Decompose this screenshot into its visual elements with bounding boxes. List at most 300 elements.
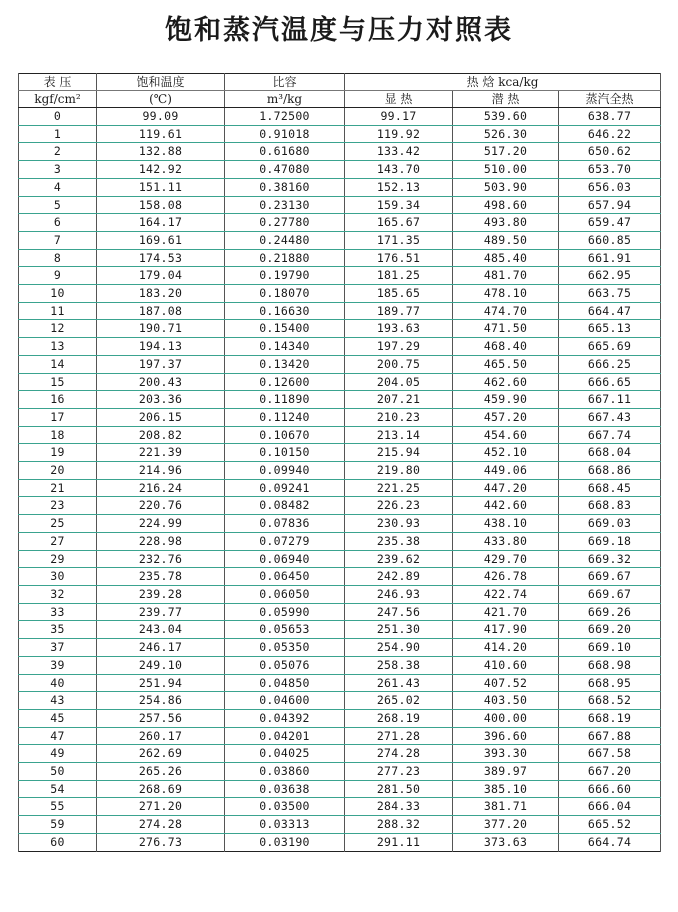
specific-volume-cell: 0.03190 [225, 833, 345, 851]
total-heat-cell: 669.18 [559, 532, 661, 550]
table-row [19, 338, 661, 356]
temperature-cell: 132.88 [97, 143, 225, 161]
header-specific-volume: 比容 [225, 74, 345, 91]
pressure-cell: 8 [19, 249, 97, 267]
table-row [19, 161, 661, 179]
header-latent-heat: 潜 热 [453, 91, 559, 108]
latent-heat-cell: 417.90 [453, 621, 559, 639]
header-sensible-heat: 显 热 [345, 91, 453, 108]
specific-volume-cell: 0.03500 [225, 798, 345, 816]
temperature-cell: 276.73 [97, 833, 225, 851]
specific-volume-cell: 0.03313 [225, 816, 345, 834]
total-heat-cell: 669.67 [559, 568, 661, 586]
total-heat-cell: 669.26 [559, 603, 661, 621]
latent-heat-cell: 510.00 [453, 161, 559, 179]
latent-heat-cell: 403.50 [453, 692, 559, 710]
sensible-heat-cell: 171.35 [345, 231, 453, 249]
table-row [19, 585, 661, 603]
table-row [19, 231, 661, 249]
table-row [19, 763, 661, 781]
temperature-cell: 220.76 [97, 497, 225, 515]
pressure-cell: 1 [19, 125, 97, 143]
header-pressure-unit: kgf/cm² [19, 91, 97, 108]
specific-volume-cell: 0.04850 [225, 674, 345, 692]
temperature-cell: 251.94 [97, 674, 225, 692]
specific-volume-cell: 0.10670 [225, 426, 345, 444]
specific-volume-cell: 0.27780 [225, 214, 345, 232]
latent-heat-cell: 393.30 [453, 745, 559, 763]
table-row [19, 408, 661, 426]
latent-heat-cell: 474.70 [453, 302, 559, 320]
latent-heat-cell: 422.74 [453, 585, 559, 603]
pressure-cell: 59 [19, 816, 97, 834]
pressure-cell: 40 [19, 674, 97, 692]
temperature-cell: 158.08 [97, 196, 225, 214]
total-heat-cell: 663.75 [559, 285, 661, 303]
latent-heat-cell: 471.50 [453, 320, 559, 338]
table-row [19, 373, 661, 391]
total-heat-cell: 650.62 [559, 143, 661, 161]
pressure-cell: 47 [19, 727, 97, 745]
pressure-cell: 35 [19, 621, 97, 639]
pressure-cell: 16 [19, 391, 97, 409]
latent-heat-cell: 485.40 [453, 249, 559, 267]
pressure-cell: 45 [19, 709, 97, 727]
specific-volume-cell: 0.04600 [225, 692, 345, 710]
latent-heat-cell: 457.20 [453, 408, 559, 426]
specific-volume-cell: 0.03860 [225, 763, 345, 781]
pressure-cell: 2 [19, 143, 97, 161]
sensible-heat-cell: 284.33 [345, 798, 453, 816]
pressure-cell: 7 [19, 231, 97, 249]
sensible-heat-cell: 247.56 [345, 603, 453, 621]
total-heat-cell: 661.91 [559, 249, 661, 267]
pressure-cell: 15 [19, 373, 97, 391]
sensible-heat-cell: 271.28 [345, 727, 453, 745]
specific-volume-cell: 0.04201 [225, 727, 345, 745]
temperature-cell: 268.69 [97, 780, 225, 798]
sensible-heat-cell: 219.80 [345, 462, 453, 480]
table-row [19, 833, 661, 851]
sensible-heat-cell: 281.50 [345, 780, 453, 798]
temperature-cell: 194.13 [97, 338, 225, 356]
latent-heat-cell: 442.60 [453, 497, 559, 515]
total-heat-cell: 657.94 [559, 196, 661, 214]
specific-volume-cell: 0.05350 [225, 639, 345, 657]
temperature-cell: 260.17 [97, 727, 225, 745]
pressure-cell: 14 [19, 355, 97, 373]
table-row [19, 621, 661, 639]
temperature-cell: 249.10 [97, 656, 225, 674]
pressure-cell: 20 [19, 462, 97, 480]
temperature-cell: 257.56 [97, 709, 225, 727]
total-heat-cell: 669.67 [559, 585, 661, 603]
pressure-cell: 4 [19, 178, 97, 196]
latent-heat-cell: 465.50 [453, 355, 559, 373]
total-heat-cell: 665.13 [559, 320, 661, 338]
pressure-cell: 12 [19, 320, 97, 338]
specific-volume-cell: 0.11240 [225, 408, 345, 426]
table-row [19, 355, 661, 373]
sensible-heat-cell: 246.93 [345, 585, 453, 603]
sensible-heat-cell: 277.23 [345, 763, 453, 781]
total-heat-cell: 666.25 [559, 355, 661, 373]
table-row [19, 550, 661, 568]
sensible-heat-cell: 197.29 [345, 338, 453, 356]
temperature-cell: 239.77 [97, 603, 225, 621]
specific-volume-cell: 0.12600 [225, 373, 345, 391]
latent-heat-cell: 539.60 [453, 108, 559, 126]
latent-heat-cell: 452.10 [453, 444, 559, 462]
total-heat-cell: 668.04 [559, 444, 661, 462]
sensible-heat-cell: 254.90 [345, 639, 453, 657]
latent-heat-cell: 489.50 [453, 231, 559, 249]
latent-heat-cell: 462.60 [453, 373, 559, 391]
pressure-cell: 29 [19, 550, 97, 568]
table-row [19, 497, 661, 515]
temperature-cell: 179.04 [97, 267, 225, 285]
table-row [19, 515, 661, 533]
header-total-heat: 蒸汽全热 [559, 91, 661, 108]
sensible-heat-cell: 261.43 [345, 674, 453, 692]
specific-volume-cell: 0.15400 [225, 320, 345, 338]
total-heat-cell: 660.85 [559, 231, 661, 249]
sensible-heat-cell: 274.28 [345, 745, 453, 763]
table-row [19, 816, 661, 834]
temperature-cell: 262.69 [97, 745, 225, 763]
pressure-cell: 0 [19, 108, 97, 126]
pressure-cell: 43 [19, 692, 97, 710]
sensible-heat-cell: 213.14 [345, 426, 453, 444]
total-heat-cell: 653.70 [559, 161, 661, 179]
latent-heat-cell: 449.06 [453, 462, 559, 480]
temperature-cell: 216.24 [97, 479, 225, 497]
sensible-heat-cell: 133.42 [345, 143, 453, 161]
pressure-cell: 9 [19, 267, 97, 285]
table-row [19, 692, 661, 710]
sensible-heat-cell: 189.77 [345, 302, 453, 320]
total-heat-cell: 666.60 [559, 780, 661, 798]
table-row [19, 479, 661, 497]
table-row [19, 727, 661, 745]
specific-volume-cell: 0.16630 [225, 302, 345, 320]
header-enthalpy: 热 焓 kca/kg [345, 74, 661, 91]
specific-volume-cell: 0.05653 [225, 621, 345, 639]
table-row [19, 656, 661, 674]
pressure-cell: 23 [19, 497, 97, 515]
specific-volume-cell: 0.19790 [225, 267, 345, 285]
temperature-cell: 246.17 [97, 639, 225, 657]
table-row [19, 302, 661, 320]
total-heat-cell: 668.98 [559, 656, 661, 674]
specific-volume-cell: 0.13420 [225, 355, 345, 373]
pressure-cell: 17 [19, 408, 97, 426]
latent-heat-cell: 414.20 [453, 639, 559, 657]
sensible-heat-cell: 291.11 [345, 833, 453, 851]
sensible-heat-cell: 176.51 [345, 249, 453, 267]
latent-heat-cell: 459.90 [453, 391, 559, 409]
sensible-heat-cell: 215.94 [345, 444, 453, 462]
pressure-cell: 6 [19, 214, 97, 232]
table-body [19, 108, 661, 852]
pressure-cell: 55 [19, 798, 97, 816]
pressure-cell: 21 [19, 479, 97, 497]
specific-volume-cell: 0.06050 [225, 585, 345, 603]
specific-volume-cell: 0.21880 [225, 249, 345, 267]
latent-heat-cell: 517.20 [453, 143, 559, 161]
table-row [19, 674, 661, 692]
total-heat-cell: 669.03 [559, 515, 661, 533]
total-heat-cell: 665.52 [559, 816, 661, 834]
total-heat-cell: 667.20 [559, 763, 661, 781]
temperature-cell: 228.98 [97, 532, 225, 550]
specific-volume-cell: 0.04025 [225, 745, 345, 763]
latent-heat-cell: 503.90 [453, 178, 559, 196]
pressure-cell: 30 [19, 568, 97, 586]
table-row [19, 391, 661, 409]
specific-volume-cell: 0.23130 [225, 196, 345, 214]
temperature-cell: 214.96 [97, 462, 225, 480]
specific-volume-cell: 0.07279 [225, 532, 345, 550]
total-heat-cell: 666.65 [559, 373, 661, 391]
pressure-cell: 37 [19, 639, 97, 657]
specific-volume-cell: 0.61680 [225, 143, 345, 161]
specific-volume-cell: 0.07836 [225, 515, 345, 533]
table-row [19, 426, 661, 444]
sensible-heat-cell: 143.70 [345, 161, 453, 179]
specific-volume-cell: 0.24480 [225, 231, 345, 249]
temperature-cell: 174.53 [97, 249, 225, 267]
header-temperature-unit: (℃) [97, 91, 225, 108]
latent-heat-cell: 407.52 [453, 674, 559, 692]
sensible-heat-cell: 200.75 [345, 355, 453, 373]
table-row [19, 745, 661, 763]
table-row [19, 320, 661, 338]
specific-volume-cell: 0.06940 [225, 550, 345, 568]
table-row [19, 462, 661, 480]
specific-volume-cell: 1.72500 [225, 108, 345, 126]
total-heat-cell: 668.19 [559, 709, 661, 727]
total-heat-cell: 667.74 [559, 426, 661, 444]
pressure-cell: 27 [19, 532, 97, 550]
sensible-heat-cell: 230.93 [345, 515, 453, 533]
temperature-cell: 221.39 [97, 444, 225, 462]
temperature-cell: 200.43 [97, 373, 225, 391]
temperature-cell: 235.78 [97, 568, 225, 586]
sensible-heat-cell: 268.19 [345, 709, 453, 727]
pressure-cell: 32 [19, 585, 97, 603]
sensible-heat-cell: 265.02 [345, 692, 453, 710]
total-heat-cell: 646.22 [559, 125, 661, 143]
temperature-cell: 239.28 [97, 585, 225, 603]
table-row [19, 444, 661, 462]
latent-heat-cell: 493.80 [453, 214, 559, 232]
sensible-heat-cell: 210.23 [345, 408, 453, 426]
temperature-cell: 224.99 [97, 515, 225, 533]
total-heat-cell: 664.74 [559, 833, 661, 851]
temperature-cell: 151.11 [97, 178, 225, 196]
specific-volume-cell: 0.14340 [225, 338, 345, 356]
latent-heat-cell: 396.60 [453, 727, 559, 745]
temperature-cell: 208.82 [97, 426, 225, 444]
table-row [19, 532, 661, 550]
pressure-cell: 10 [19, 285, 97, 303]
table-row [19, 568, 661, 586]
sensible-heat-cell: 251.30 [345, 621, 453, 639]
sensible-heat-cell: 165.67 [345, 214, 453, 232]
temperature-cell: 99.09 [97, 108, 225, 126]
temperature-cell: 119.61 [97, 125, 225, 143]
sensible-heat-cell: 258.38 [345, 656, 453, 674]
temperature-cell: 164.17 [97, 214, 225, 232]
pressure-cell: 49 [19, 745, 97, 763]
latent-heat-cell: 438.10 [453, 515, 559, 533]
specific-volume-cell: 0.91018 [225, 125, 345, 143]
total-heat-cell: 669.20 [559, 621, 661, 639]
pressure-cell: 50 [19, 763, 97, 781]
temperature-cell: 254.86 [97, 692, 225, 710]
table-row [19, 196, 661, 214]
table-row [19, 249, 661, 267]
header-specific-volume-unit: m³/kg [225, 91, 345, 108]
temperature-cell: 190.71 [97, 320, 225, 338]
pressure-cell: 54 [19, 780, 97, 798]
total-heat-cell: 668.95 [559, 674, 661, 692]
header-temperature: 饱和温度 [97, 74, 225, 91]
total-heat-cell: 656.03 [559, 178, 661, 196]
temperature-cell: 271.20 [97, 798, 225, 816]
sensible-heat-cell: 235.38 [345, 532, 453, 550]
specific-volume-cell: 0.04392 [225, 709, 345, 727]
temperature-cell: 142.92 [97, 161, 225, 179]
latent-heat-cell: 381.71 [453, 798, 559, 816]
latent-heat-cell: 478.10 [453, 285, 559, 303]
latent-heat-cell: 421.70 [453, 603, 559, 621]
table-row [19, 143, 661, 161]
sensible-heat-cell: 239.62 [345, 550, 453, 568]
temperature-cell: 206.15 [97, 408, 225, 426]
sensible-heat-cell: 181.25 [345, 267, 453, 285]
latent-heat-cell: 468.40 [453, 338, 559, 356]
table-row [19, 125, 661, 143]
latent-heat-cell: 426.78 [453, 568, 559, 586]
specific-volume-cell: 0.09241 [225, 479, 345, 497]
specific-volume-cell: 0.05990 [225, 603, 345, 621]
table-header [19, 74, 661, 108]
table-row [19, 214, 661, 232]
total-heat-cell: 664.47 [559, 302, 661, 320]
sensible-heat-cell: 159.34 [345, 196, 453, 214]
total-heat-cell: 666.04 [559, 798, 661, 816]
latent-heat-cell: 498.60 [453, 196, 559, 214]
table-row [19, 780, 661, 798]
pressure-cell: 25 [19, 515, 97, 533]
specific-volume-cell: 0.03638 [225, 780, 345, 798]
temperature-cell: 169.61 [97, 231, 225, 249]
pressure-cell: 5 [19, 196, 97, 214]
table-row [19, 267, 661, 285]
temperature-cell: 187.08 [97, 302, 225, 320]
specific-volume-cell: 0.08482 [225, 497, 345, 515]
pressure-cell: 11 [19, 302, 97, 320]
latent-heat-cell: 481.70 [453, 267, 559, 285]
pressure-cell: 39 [19, 656, 97, 674]
sensible-heat-cell: 221.25 [345, 479, 453, 497]
sensible-heat-cell: 226.23 [345, 497, 453, 515]
table-row [19, 178, 661, 196]
table-row [19, 798, 661, 816]
sensible-heat-cell: 193.63 [345, 320, 453, 338]
sensible-heat-cell: 207.21 [345, 391, 453, 409]
total-heat-cell: 667.88 [559, 727, 661, 745]
pressure-cell: 13 [19, 338, 97, 356]
latent-heat-cell: 385.10 [453, 780, 559, 798]
pressure-cell: 33 [19, 603, 97, 621]
pressure-cell: 19 [19, 444, 97, 462]
total-heat-cell: 668.52 [559, 692, 661, 710]
table-row [19, 108, 661, 126]
sensible-heat-cell: 185.65 [345, 285, 453, 303]
latent-heat-cell: 429.70 [453, 550, 559, 568]
table-row [19, 285, 661, 303]
latent-heat-cell: 433.80 [453, 532, 559, 550]
header-pressure: 表 压 [19, 74, 97, 91]
total-heat-cell: 668.86 [559, 462, 661, 480]
steam-pressure-table [18, 73, 661, 852]
total-heat-cell: 668.45 [559, 479, 661, 497]
total-heat-cell: 667.43 [559, 408, 661, 426]
specific-volume-cell: 0.18070 [225, 285, 345, 303]
sensible-heat-cell: 99.17 [345, 108, 453, 126]
page-title: 饱和蒸汽温度与压力对照表 [165, 15, 513, 46]
specific-volume-cell: 0.05076 [225, 656, 345, 674]
sensible-heat-cell: 242.89 [345, 568, 453, 586]
latent-heat-cell: 447.20 [453, 479, 559, 497]
table-row [19, 603, 661, 621]
specific-volume-cell: 0.10150 [225, 444, 345, 462]
temperature-cell: 232.76 [97, 550, 225, 568]
specific-volume-cell: 0.47080 [225, 161, 345, 179]
temperature-cell: 265.26 [97, 763, 225, 781]
total-heat-cell: 667.11 [559, 391, 661, 409]
specific-volume-cell: 0.06450 [225, 568, 345, 586]
total-heat-cell: 638.77 [559, 108, 661, 126]
latent-heat-cell: 526.30 [453, 125, 559, 143]
specific-volume-cell: 0.11890 [225, 391, 345, 409]
temperature-cell: 243.04 [97, 621, 225, 639]
sensible-heat-cell: 152.13 [345, 178, 453, 196]
total-heat-cell: 667.58 [559, 745, 661, 763]
total-heat-cell: 669.10 [559, 639, 661, 657]
temperature-cell: 203.36 [97, 391, 225, 409]
total-heat-cell: 668.83 [559, 497, 661, 515]
latent-heat-cell: 389.97 [453, 763, 559, 781]
sensible-heat-cell: 119.92 [345, 125, 453, 143]
table-row [19, 709, 661, 727]
temperature-cell: 183.20 [97, 285, 225, 303]
total-heat-cell: 662.95 [559, 267, 661, 285]
temperature-cell: 197.37 [97, 355, 225, 373]
sensible-heat-cell: 204.05 [345, 373, 453, 391]
total-heat-cell: 665.69 [559, 338, 661, 356]
latent-heat-cell: 454.60 [453, 426, 559, 444]
latent-heat-cell: 410.60 [453, 656, 559, 674]
pressure-cell: 18 [19, 426, 97, 444]
latent-heat-cell: 400.00 [453, 709, 559, 727]
total-heat-cell: 669.32 [559, 550, 661, 568]
total-heat-cell: 659.47 [559, 214, 661, 232]
specific-volume-cell: 0.09940 [225, 462, 345, 480]
